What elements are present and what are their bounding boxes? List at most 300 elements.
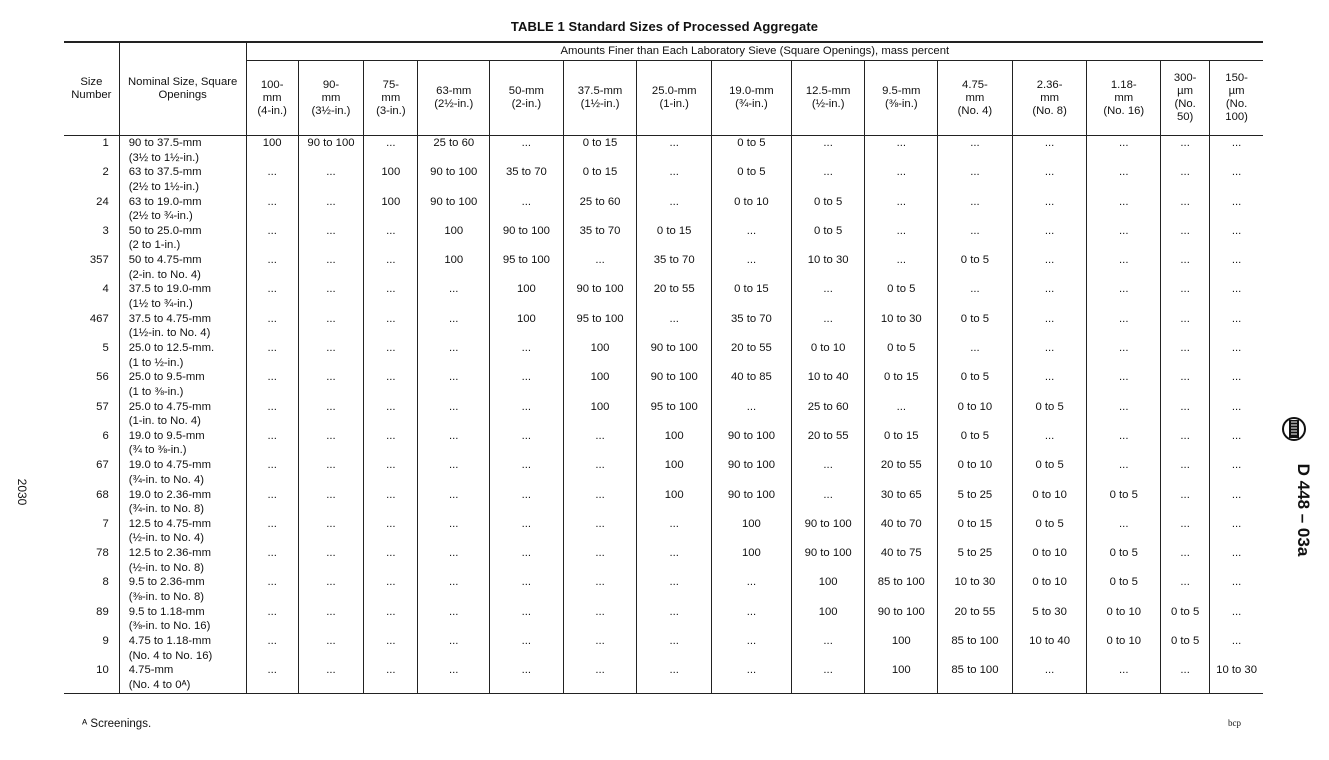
percent-cell: ... [563, 634, 637, 663]
sieve-header-13 [1087, 61, 1161, 136]
sieve-header-line: µm [1177, 85, 1194, 97]
footnote: ᴬ Screenings. [82, 718, 152, 730]
sieve-header-line: (No. [1225, 98, 1248, 110]
nominal-size-metric: 4.75-mm [128, 664, 174, 677]
nominal-size-inch: (⅜-in. to No. 8) [128, 590, 205, 603]
percent-cell: ... [865, 253, 938, 282]
percent-cell: ... [418, 400, 490, 429]
percent-cell: 0 to 5 [1087, 575, 1161, 604]
percent-cell: 0 to 10 [712, 195, 792, 224]
percent-cell: ... [865, 136, 938, 166]
sieve-header-10 [865, 61, 938, 136]
size-number-cell: 8 [102, 576, 109, 589]
nominal-size-cell [119, 634, 246, 663]
size-number-cell: 1 [102, 137, 109, 149]
percent-cell: ... [938, 341, 1013, 370]
percent-cell: ... [1210, 224, 1263, 253]
percent-cell: ... [1012, 224, 1087, 253]
percent-cell: 0 to 15 [563, 136, 637, 166]
percent-cell: ... [1161, 136, 1210, 166]
percent-cell: ... [1012, 136, 1087, 166]
percent-cell: ... [938, 282, 1013, 311]
percent-cell: 25 to 60 [791, 400, 865, 429]
percent-cell: ... [563, 605, 637, 634]
percent-cell: 100 [791, 575, 865, 604]
percent-cell: ... [246, 429, 298, 458]
percent-cell: 100 [364, 195, 418, 224]
sieve-header-1 [246, 61, 298, 136]
document-code: D 448 – 03a [1294, 463, 1313, 557]
percent-cell: ... [1161, 165, 1210, 194]
sieve-header-line: (3½-in.) [311, 104, 351, 117]
percent-cell: ... [298, 634, 363, 663]
percent-cell: ... [1161, 663, 1210, 693]
percent-cell: ... [1161, 575, 1210, 604]
percent-cell: 90 to 100 [490, 224, 564, 253]
percent-cell: ... [490, 546, 564, 575]
percent-cell: ... [1210, 341, 1263, 370]
sieve-header-6 [563, 61, 637, 136]
percent-cell: ... [298, 517, 363, 546]
percent-cell: ... [1087, 195, 1161, 224]
percent-cell: ... [637, 575, 712, 604]
percent-cell: ... [1087, 517, 1161, 546]
percent-cell: ... [1210, 458, 1263, 487]
percent-cell: ... [246, 370, 298, 399]
nominal-size-inch: (1-in. to No. 4) [128, 415, 201, 428]
nominal-size-inch: (1 to ½-in.) [128, 356, 184, 369]
percent-cell: 100 [364, 165, 418, 194]
percent-cell: ... [490, 605, 564, 634]
nominal-size-metric: 50 to 25.0-mm [128, 224, 202, 237]
percent-cell: 0 to 5 [1161, 634, 1210, 663]
nominal-size-cell [119, 488, 246, 517]
percent-cell: 90 to 100 [791, 517, 865, 546]
percent-cell: ... [490, 575, 564, 604]
percent-cell: ... [298, 370, 363, 399]
percent-cell: ... [418, 488, 490, 517]
size-number-cell: 9 [102, 635, 109, 648]
percent-cell: 0 to 5 [1012, 517, 1087, 546]
percent-cell: 0 to 5 [1012, 400, 1087, 429]
sieve-header-line: (¾-in.) [735, 98, 768, 110]
percent-cell: ... [246, 224, 298, 253]
percent-cell: ... [418, 634, 490, 663]
percent-cell: ... [246, 575, 298, 604]
percent-cell: ... [563, 253, 637, 282]
size-number-cell: 57 [96, 400, 109, 413]
percent-cell: 100 [490, 312, 564, 341]
sieve-header-14 [1161, 61, 1210, 136]
nominal-size-cell [119, 282, 246, 311]
percent-cell: 95 to 100 [563, 312, 637, 341]
percent-cell: ... [938, 136, 1013, 166]
percent-cell: 10 to 30 [938, 575, 1013, 604]
percent-cell: ... [637, 312, 712, 341]
percent-cell: ... [1161, 488, 1210, 517]
nominal-size-metric: 19.0 to 4.75-mm [128, 459, 211, 472]
table-row [64, 488, 1263, 517]
table-row [64, 312, 1263, 341]
percent-cell: ... [563, 575, 637, 604]
percent-cell: ... [1210, 165, 1263, 194]
percent-cell: ... [490, 136, 564, 166]
nominal-size-cell [119, 312, 246, 341]
percent-cell: ... [1161, 400, 1210, 429]
percent-cell: 0 to 10 [1012, 488, 1087, 517]
nominal-size-metric: 50 to 4.75-mm [128, 254, 202, 267]
nominal-size-metric: 19.0 to 2.36-mm [128, 488, 211, 501]
percent-cell: ... [298, 282, 363, 311]
percent-cell: 5 to 25 [938, 488, 1013, 517]
percent-cell: 0 to 10 [1087, 634, 1161, 663]
nominal-size-cell [119, 253, 246, 282]
percent-cell: 0 to 15 [563, 165, 637, 194]
percent-cell: ... [298, 312, 363, 341]
percent-cell: ... [1012, 195, 1087, 224]
percent-cell: ... [1087, 458, 1161, 487]
percent-cell: ... [246, 517, 298, 546]
percent-cell: ... [490, 663, 564, 693]
percent-cell: ... [246, 546, 298, 575]
percent-cell: ... [1161, 224, 1210, 253]
table-row [64, 253, 1263, 282]
size-number-cell: 68 [96, 488, 109, 501]
sieve-header-line: 100) [1225, 111, 1248, 123]
nominal-size-inch: (½-in. to No. 8) [128, 561, 205, 574]
percent-cell: 5 to 25 [938, 546, 1013, 575]
percent-cell: ... [418, 517, 490, 546]
sieve-header-line: 12.5-mm [805, 85, 851, 97]
percent-cell: ... [418, 575, 490, 604]
nominal-size-metric: 25.0 to 4.75-mm [128, 400, 211, 413]
percent-cell: ... [637, 663, 712, 693]
table-row [64, 165, 1263, 194]
percent-cell: 0 to 15 [865, 429, 938, 458]
percent-cell: ... [563, 458, 637, 487]
percent-cell: 90 to 100 [418, 165, 490, 194]
nominal-size-cell [119, 195, 246, 224]
size-number-cell: 7 [102, 517, 109, 530]
percent-cell: 20 to 55 [712, 341, 792, 370]
table-row [64, 224, 1263, 253]
percent-cell: ... [246, 341, 298, 370]
percent-cell: 100 [712, 517, 792, 546]
percent-cell: ... [364, 136, 418, 166]
table-row [64, 663, 1263, 693]
percent-cell: ... [1210, 517, 1263, 546]
sieve-header-line: 300- [1173, 72, 1197, 84]
percent-cell: 95 to 100 [490, 253, 564, 282]
percent-cell: 35 to 70 [490, 165, 564, 194]
percent-cell: ... [712, 400, 792, 429]
percent-cell: ... [1161, 546, 1210, 575]
table-row [64, 136, 1263, 166]
percent-cell: 100 [637, 488, 712, 517]
percent-cell: 100 [712, 546, 792, 575]
percent-cell: ... [1012, 312, 1087, 341]
percent-cell: ... [490, 634, 564, 663]
size-number-cell: 24 [96, 195, 109, 208]
table-row [64, 517, 1263, 546]
percent-cell: ... [1161, 517, 1210, 546]
nominal-size-metric: 63 to 37.5-mm [128, 166, 202, 179]
percent-cell: 100 [865, 663, 938, 693]
percent-cell: ... [246, 165, 298, 194]
nominal-size-metric: 25.0 to 12.5-mm. [128, 342, 215, 355]
percent-cell: 5 to 30 [1012, 605, 1087, 634]
size-number-cell: 4 [102, 283, 109, 296]
size-number-cell: 89 [96, 605, 109, 618]
percent-cell: ... [712, 253, 792, 282]
percent-cell: ... [1012, 370, 1087, 399]
percent-cell: 90 to 100 [712, 488, 792, 517]
header-size-number: Size Number [64, 42, 119, 136]
percent-cell: 0 to 15 [865, 370, 938, 399]
percent-cell: 20 to 55 [791, 429, 865, 458]
header-group: Amounts Finer than Each Laboratory Sieve (Square Openings), mass percent [246, 42, 1263, 61]
percent-cell: 0 to 15 [637, 224, 712, 253]
percent-cell: ... [246, 312, 298, 341]
sieve-header-line: mm [321, 91, 341, 104]
percent-cell: ... [418, 663, 490, 693]
nominal-size-cell [119, 429, 246, 458]
percent-cell: 100 [246, 136, 298, 166]
percent-cell: ... [1161, 253, 1210, 282]
percent-cell: 0 to 5 [712, 136, 792, 166]
sieve-header-line: (2½-in.) [434, 98, 474, 110]
sieve-header-line: 1.18- [1110, 78, 1137, 91]
percent-cell: 0 to 5 [1087, 546, 1161, 575]
size-number-cell: 6 [102, 429, 109, 442]
sieve-header-line: (1-in.) [659, 98, 689, 110]
sieve-header-5 [490, 61, 564, 136]
percent-cell: 100 [563, 370, 637, 399]
sieve-header-line: (½-in.) [811, 98, 845, 110]
percent-cell: ... [298, 605, 363, 634]
percent-cell: ... [364, 282, 418, 311]
percent-cell: 85 to 100 [938, 663, 1013, 693]
percent-cell: ... [791, 634, 865, 663]
percent-cell: 0 to 5 [938, 253, 1013, 282]
nominal-size-cell [119, 458, 246, 487]
sieve-header-line: 25.0-mm [651, 85, 697, 97]
percent-cell: 90 to 100 [637, 341, 712, 370]
percent-cell: 20 to 55 [865, 458, 938, 487]
percent-cell: ... [938, 224, 1013, 253]
sieve-header-line: (No. 8) [1032, 104, 1067, 117]
nominal-size-cell [119, 224, 246, 253]
percent-cell: ... [1210, 282, 1263, 311]
percent-cell: 40 to 70 [865, 517, 938, 546]
percent-cell: 35 to 70 [712, 312, 792, 341]
percent-cell: ... [791, 312, 865, 341]
percent-cell: ... [364, 253, 418, 282]
percent-cell: ... [490, 195, 564, 224]
percent-cell: 90 to 100 [418, 195, 490, 224]
percent-cell: ... [1210, 253, 1263, 282]
percent-cell: ... [364, 546, 418, 575]
sieve-header-line: µm [1228, 85, 1245, 97]
percent-cell: ... [364, 312, 418, 341]
nominal-size-cell [119, 370, 246, 399]
sieve-header-line: 37.5-mm [577, 85, 623, 97]
percent-cell: ... [1161, 429, 1210, 458]
sieve-header-9 [791, 61, 865, 136]
nominal-size-inch: (2½ to ¾-in.) [128, 210, 193, 223]
percent-cell: 100 [490, 282, 564, 311]
table-row [64, 282, 1263, 311]
percent-cell: ... [298, 224, 363, 253]
percent-cell: ... [1087, 400, 1161, 429]
percent-cell: ... [418, 458, 490, 487]
percent-cell: ... [418, 429, 490, 458]
header-nominal-size: Nominal Size, Square Openings [119, 42, 246, 136]
table-row [64, 575, 1263, 604]
percent-cell: ... [712, 634, 792, 663]
percent-cell: 90 to 100 [865, 605, 938, 634]
nominal-size-cell [119, 400, 246, 429]
percent-cell: ... [1210, 136, 1263, 166]
nominal-size-metric: 37.5 to 4.75-mm [128, 312, 211, 325]
sieve-header-line: (1½-in.) [580, 98, 620, 110]
percent-cell: ... [563, 429, 637, 458]
percent-cell: ... [1087, 663, 1161, 693]
percent-cell: ... [364, 224, 418, 253]
percent-cell: ... [1012, 429, 1087, 458]
percent-cell: ... [490, 400, 564, 429]
percent-cell: ... [246, 605, 298, 634]
percent-cell: ... [637, 634, 712, 663]
sieve-header-line: (No. 4) [957, 104, 993, 117]
sieve-header-12 [1012, 61, 1087, 136]
percent-cell: ... [1087, 253, 1161, 282]
percent-cell: ... [1210, 634, 1263, 663]
percent-cell: ... [637, 546, 712, 575]
percent-cell: 100 [637, 429, 712, 458]
nominal-size-inch: (1 to ⅜-in.) [128, 385, 184, 398]
size-number-cell: 67 [96, 459, 109, 472]
sieve-header-8 [712, 61, 792, 136]
percent-cell: ... [418, 546, 490, 575]
percent-cell: 30 to 65 [865, 488, 938, 517]
percent-cell: ... [418, 605, 490, 634]
percent-cell: 100 [418, 253, 490, 282]
table-row [64, 546, 1263, 575]
nominal-size-inch: (No. 4 to No. 16) [128, 649, 213, 662]
percent-cell: ... [712, 575, 792, 604]
bcp-mark: bcp [1228, 718, 1241, 728]
nominal-size-cell [119, 605, 246, 634]
nominal-size-cell [119, 517, 246, 546]
percent-cell: ... [1210, 400, 1263, 429]
percent-cell: 0 to 10 [1087, 605, 1161, 634]
sieve-header-line: mm [1040, 91, 1060, 104]
nominal-size-metric: 63 to 19.0-mm [128, 195, 202, 208]
percent-cell: 0 to 5 [938, 429, 1013, 458]
percent-cell: ... [298, 663, 363, 693]
percent-cell: ... [563, 517, 637, 546]
percent-cell: ... [1210, 488, 1263, 517]
percent-cell: 0 to 15 [712, 282, 792, 311]
percent-cell: ... [1087, 282, 1161, 311]
nominal-size-metric: 90 to 37.5-mm [128, 137, 202, 149]
percent-cell: ... [1210, 605, 1263, 634]
percent-cell: ... [1087, 312, 1161, 341]
nominal-size-metric: 37.5 to 19.0-mm [128, 283, 211, 296]
percent-cell: ... [1161, 195, 1210, 224]
percent-cell: ... [246, 458, 298, 487]
percent-cell: ... [298, 488, 363, 517]
percent-cell: ... [563, 488, 637, 517]
page-number: 2030 [15, 478, 29, 506]
sieve-header-3 [364, 61, 418, 136]
nominal-size-inch: (No. 4 to 0ᴬ) [128, 678, 191, 691]
percent-cell: 0 to 5 [791, 224, 865, 253]
nominal-size-inch: (½-in. to No. 4) [128, 532, 205, 545]
percent-cell: ... [418, 282, 490, 311]
percent-cell: 0 to 10 [791, 341, 865, 370]
percent-cell: ... [418, 341, 490, 370]
size-number-cell: 357 [89, 254, 109, 267]
percent-cell: 100 [791, 605, 865, 634]
percent-cell: ... [490, 517, 564, 546]
percent-cell: ... [364, 663, 418, 693]
percent-cell: ... [364, 400, 418, 429]
nominal-size-cell [119, 575, 246, 604]
percent-cell: ... [1210, 546, 1263, 575]
percent-cell: 90 to 100 [791, 546, 865, 575]
percent-cell: 0 to 15 [938, 517, 1013, 546]
percent-cell: ... [637, 195, 712, 224]
sieve-header-15 [1210, 61, 1263, 136]
percent-cell: ... [1161, 458, 1210, 487]
percent-cell: ... [418, 312, 490, 341]
percent-cell: 0 to 5 [938, 312, 1013, 341]
percent-cell: 100 [563, 341, 637, 370]
percent-cell: 85 to 100 [865, 575, 938, 604]
percent-cell: ... [1087, 165, 1161, 194]
sieve-header-line: 19.0-mm [729, 85, 774, 97]
percent-cell: ... [246, 400, 298, 429]
percent-cell: 0 to 10 [938, 400, 1013, 429]
sieve-header-line: mm [381, 91, 401, 104]
percent-cell: ... [246, 253, 298, 282]
nominal-size-inch: (3½ to 1½-in.) [128, 151, 200, 164]
sieve-header-line: 63-mm [436, 85, 472, 97]
sieve-header-line: 2.36- [1036, 78, 1063, 91]
nominal-size-cell [119, 165, 246, 194]
percent-cell: ... [246, 195, 298, 224]
percent-cell: ... [298, 341, 363, 370]
size-number-cell: 2 [102, 166, 109, 179]
percent-cell: 90 to 100 [298, 136, 363, 166]
table-row [64, 605, 1263, 634]
percent-cell: 10 to 40 [791, 370, 865, 399]
table-row [64, 429, 1263, 458]
sieve-header-line: 75- [382, 78, 399, 91]
percent-cell: 35 to 70 [563, 224, 637, 253]
percent-cell: ... [1161, 282, 1210, 311]
percent-cell: 10 to 40 [1012, 634, 1087, 663]
sieve-header-line: (2-in.) [511, 98, 542, 110]
percent-cell: 100 [865, 634, 938, 663]
percent-cell: 0 to 5 [791, 195, 865, 224]
percent-cell: 0 to 5 [1161, 605, 1210, 634]
percent-cell: ... [246, 488, 298, 517]
percent-cell: ... [1012, 165, 1087, 194]
nominal-size-inch: (2½ to 1½-in.) [128, 180, 200, 193]
